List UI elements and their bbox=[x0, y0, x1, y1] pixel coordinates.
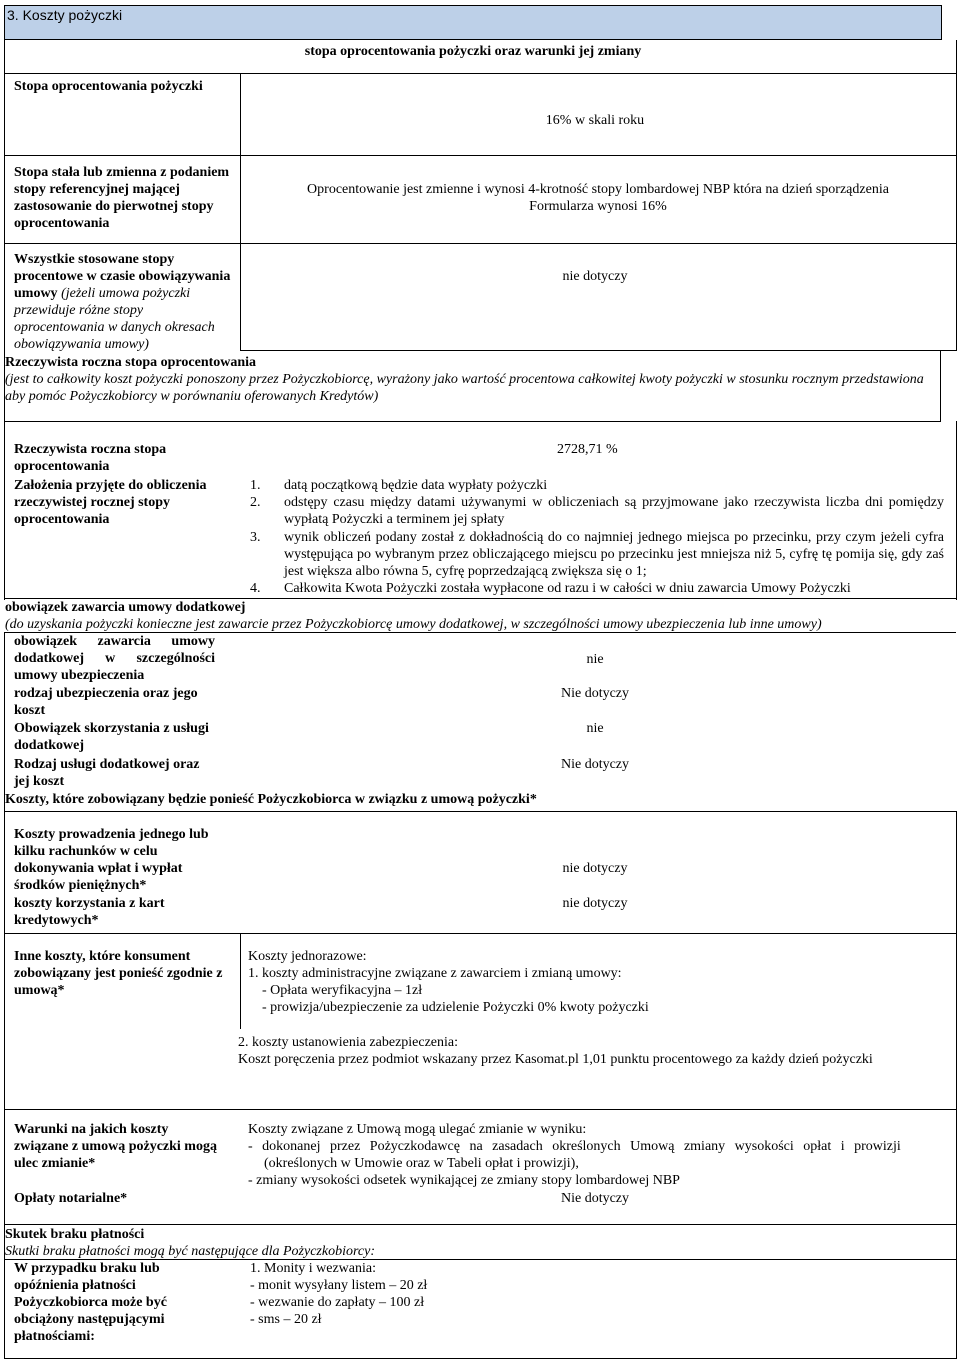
costs-other-line-4: - prowizja/ubezpieczenie za udzielenie Pożyczki 0% kwoty pożyczki bbox=[262, 1000, 649, 1015]
costs-heading: Koszty, które zobowiązany będzie ponieść Pożyczkobiorca w związku z umową pożyczki* bbox=[5, 792, 537, 807]
assumption-text-1: datą początkową będzie data wypłaty pożyczki bbox=[284, 478, 548, 493]
assumption-text-4: Całkowita Kwota Pożyczki została wypłacone od razu i w całości w dniu zawarcia Umowy Pożyczki bbox=[284, 581, 851, 596]
section-subtitle: stopa oprocentowania pożyczki oraz warunki jej zmiany bbox=[304, 44, 642, 59]
costs-other-line-1: Koszty jednorazowe: bbox=[248, 949, 367, 964]
rrso-description: (jest to całkowity koszt pożyczki ponoszony przez Pożyczkobiorcę, wyrażony jako wartość procentowa całkowitej kwoty pożyczki w stosunku rocznym przedstawiona aby pomóc Pożyczkobiorcy w porównaniu oferowanych Kredytów) bbox=[5, 372, 924, 404]
additional-row-2-label: rodzaj ubezpieczenia oraz jego koszt bbox=[14, 686, 198, 718]
additional-row-1-label: obowiązek zawarcia umowy dodatkowej w szczególności umowy ubezpieczenia bbox=[14, 634, 215, 683]
costs-cards-value: nie dotyczy bbox=[562, 896, 628, 911]
costs-change-line-1: Koszty związane z Umową mogą ulegać zmianie w wyniku: bbox=[248, 1122, 587, 1137]
assumptions-label: Założenia przyjęte do obliczenia rzeczywistej rocznej stopy oprocentowania bbox=[14, 478, 207, 527]
additional-row-3-label: Obowiązek skorzystania z usługi dodatkowej bbox=[14, 721, 209, 753]
costs-other-label: Inne koszty, które konsument zobowiązany jest ponieść zgodnie z umową* bbox=[14, 949, 223, 998]
rrso-value: 2728,71 % bbox=[557, 442, 618, 457]
late-label: W przypadku braku lub opóźnienia płatności Pożyczkobiorca może być obciążony następującymi płatnościami: bbox=[14, 1261, 167, 1344]
costs-change-line-4: - zmiany wysokości odsetek wynikającej ze zmiany stopy lombardowej NBP bbox=[248, 1173, 680, 1188]
fixed-variable-label: Stopa stała lub zmienna z podaniem stopy referencyjnej mającej zastosowanie do pierwotnej stopy oprocentowania bbox=[14, 165, 230, 231]
section-title: 3. Koszty pożyczki bbox=[7, 7, 123, 23]
assumption-num-3: 3. bbox=[250, 530, 261, 545]
additional-heading: obowiązek zawarcia umowy dodatkowej bbox=[5, 600, 246, 615]
costs-change-label: Warunki na jakich koszty związane z umową pożyczki mogą ulec zmianie* bbox=[14, 1122, 217, 1171]
all-rates-value: nie dotyczy bbox=[562, 269, 628, 284]
all-rates-label-main: Wszystkie stosowane stopy procentowe w czasie obowiązywania umowy bbox=[14, 252, 231, 301]
rate-label: Stopa oprocentowania pożyczki bbox=[14, 79, 203, 94]
assumption-num-4: 4. bbox=[250, 581, 261, 596]
additional-row-3-value: nie bbox=[586, 721, 604, 736]
late-line-4: - sms – 20 zł bbox=[250, 1312, 322, 1327]
assumption-num-1: 1. bbox=[250, 478, 261, 493]
late-description: Skutki braku płatności mogą być następujące dla Pożyczkobiorcy: bbox=[5, 1244, 375, 1259]
additional-row-2-value: Nie dotyczy bbox=[560, 686, 630, 701]
additional-description: (do uzyskania pożyczki konieczne jest zawarcie przez Pożyczkobiorcę umowy dodatkowej, w szczególności umowy ubezpieczenia lub inne umowy) bbox=[5, 617, 822, 632]
late-line-3: - wezwanie do zapłaty – 100 zł bbox=[250, 1295, 425, 1310]
all-rates-label bbox=[14, 251, 236, 353]
costs-notary-value: Nie dotyczy bbox=[560, 1191, 630, 1206]
additional-row-4-value: Nie dotyczy bbox=[560, 757, 630, 772]
section-header bbox=[4, 5, 941, 39]
fixed-variable-value-line1: Oprocentowanie jest zmienne i wynosi 4-krotność stopy lombardowej NBP która na dzień sporządzenia bbox=[307, 182, 889, 197]
late-heading: Skutek braku płatności bbox=[5, 1227, 145, 1242]
rrso-label: Rzeczywista roczna stopa oprocentowania bbox=[14, 442, 167, 474]
additional-row-4-label: Rodzaj usługi dodatkowej oraz jej koszt bbox=[14, 757, 200, 789]
costs-change-line-2: - dokonanej przez Pożyczkodawcę na zasadach określonych Umową zmiany wysokości opłat i prowizji bbox=[248, 1139, 901, 1154]
assumption-text-3: wynik obliczeń podany został z dokładnością do co najmniej jednego miejsca po przecinku, przy czym jeżeli cyfra występująca po wybranym przez obliczającego miejscu po przecinku jest mniejsza niż 5, cyfrę tę pomija się, gdy zaś jest większa albo równa 5, cyfrę poprzedzającą zwiększa się o 1; bbox=[284, 530, 944, 579]
assumption-num-2: 2. bbox=[250, 495, 261, 510]
late-line-1: 1. Monity i wezwania: bbox=[250, 1261, 376, 1276]
fixed-variable-value-line2: Formularza wynosi 16% bbox=[529, 199, 667, 214]
rate-value: 16% w skali roku bbox=[545, 113, 645, 128]
costs-cards-label: koszty korzystania z kart kredytowych* bbox=[14, 896, 165, 928]
costs-notary-label: Opłaty notarialne* bbox=[14, 1191, 128, 1206]
rrso-heading: Rzeczywista roczna stopa oprocentowania bbox=[5, 355, 257, 370]
costs-other-line-5: 2. koszty ustanowienia zabezpieczenia: bbox=[238, 1035, 459, 1050]
costs-account-label: Koszty prowadzenia jednego lub kilku rachunków w celu dokonywania wpłat i wypłat środków pieniężnych* bbox=[14, 827, 209, 893]
costs-other-line-6: Koszt poręczenia przez podmiot wskazany przez Kasomat.pl 1,01 punktu procentowego za każdy dzień pożyczki bbox=[238, 1052, 873, 1067]
costs-change-line-3: (określonych w Umowie oraz w Tabeli opłat i prowizji), bbox=[264, 1156, 579, 1171]
all-rates-label-note: (jeżeli umowa pożyczki przewiduje różne stopy oprocentowania w danych okresach obowiązywania umowy) bbox=[14, 286, 215, 352]
costs-other-line-3: - Opłata weryfikacyjna – 1zł bbox=[262, 983, 423, 998]
costs-other-line-2: 1. koszty administracyjne związane z zawarciem i zmianą umowy: bbox=[248, 966, 622, 981]
additional-row-1-value: nie bbox=[586, 652, 604, 667]
assumption-text-2: odstępy czasu między datami używanymi w obliczeniach są przyjmowane jako rzeczywista liczba dni pomiędzy wypłatą Pożyczki a terminem jej spłaty bbox=[284, 495, 944, 527]
late-line-2: - monit wysyłany listem – 20 zł bbox=[250, 1278, 428, 1293]
costs-account-value: nie dotyczy bbox=[562, 861, 628, 876]
